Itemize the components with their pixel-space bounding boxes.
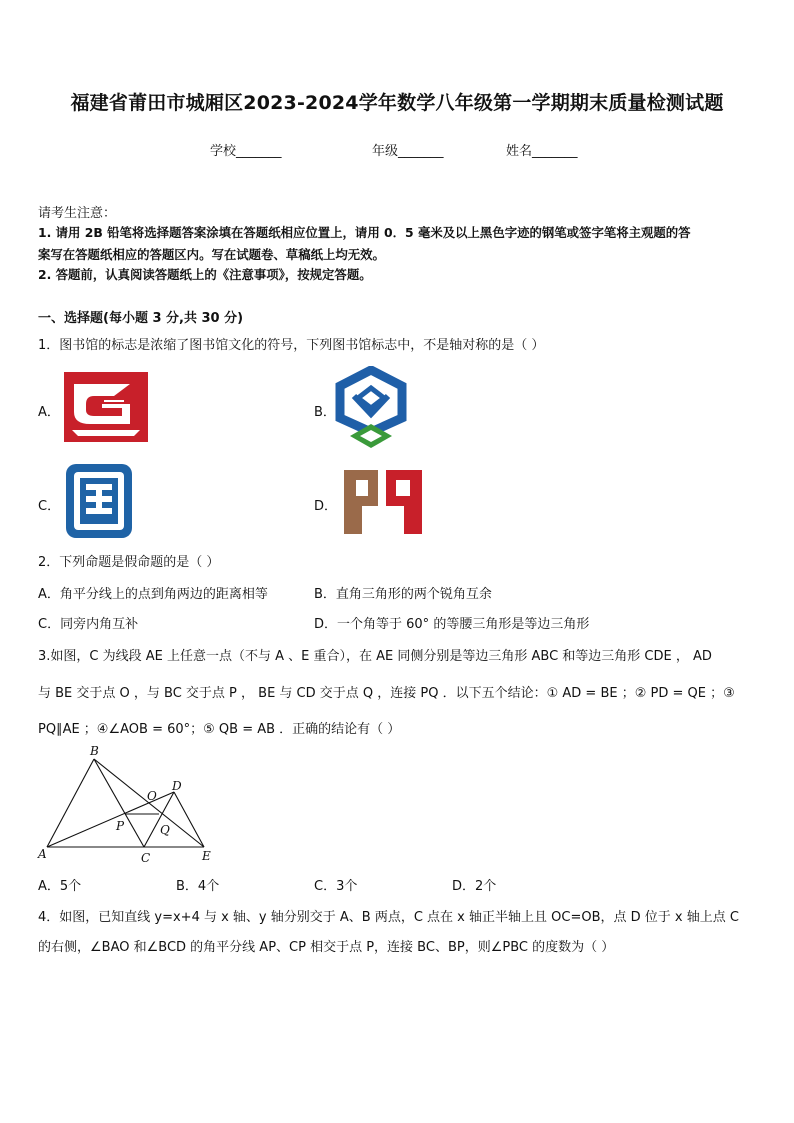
question-4-line-2: 的右侧，∠BAO 和∠BCD 的角平分线 AP、CP 相交于点 P，连接 BC、BP，则∠PBC 的度数为（ ）: [38, 940, 615, 955]
library-logo-b: [334, 366, 408, 450]
question-3-line-2: 与 BE 交于点 O ，与 BC 交于点 P ， BE 与 CD 交于点 Q ，连接 PQ ．以下五个结论：① AD = BE ；② PD = QE ；③: [38, 686, 735, 701]
label-p: P: [116, 819, 125, 833]
question-4-line-1: 4．如图，已知直线 y=x+4 与 x 轴、y 轴分别交于 A、B 两点，C 点在 x 轴正半轴上且 OC=OB，点 D 位于 x 轴上点 C: [38, 910, 739, 925]
label-d: D: [172, 779, 182, 793]
label-b: B: [90, 744, 99, 758]
label-q: Q: [160, 823, 170, 837]
question-2-stem: 2．下列命题是假命题的是（ ）: [38, 555, 220, 570]
grade-field: 年级_______: [372, 144, 444, 159]
library-logo-d: [340, 466, 426, 538]
q3-option-c: C．3个: [314, 879, 358, 894]
section-heading: 一、选择题(每小题 3 分,共 30 分): [38, 311, 244, 326]
triangle-diagram: [34, 742, 224, 866]
q3-option-b: B．4个: [176, 879, 220, 894]
q3-option-d: D．2个: [452, 879, 497, 894]
q1-option-a-label: A．: [38, 405, 60, 420]
library-logo-a: [64, 372, 148, 442]
q1-option-d-label: D．: [314, 499, 338, 514]
notice-heading: 请考生注意：: [38, 206, 117, 221]
q3-option-a: A．5个: [38, 879, 82, 894]
school-field: 学校_______: [210, 144, 282, 159]
q1-option-c-label: C．: [38, 499, 61, 514]
q2-option-c: C．同旁内角互补: [38, 617, 139, 632]
segment-bc: [94, 759, 144, 847]
q1-option-b-label: B．: [314, 405, 336, 420]
library-logo-c: [64, 462, 134, 540]
segment-be: [94, 759, 204, 847]
notice-line-2: 案写在答题纸相应的答题区内。写在试题卷、草稿纸上均无效。: [38, 247, 385, 262]
name-field: 姓名_______: [506, 144, 578, 159]
page-title: 福建省莆田市城厢区2023-2024学年数学八年级第一学期期末质量检测试题: [70, 92, 724, 114]
label-a: A: [38, 847, 47, 861]
segment-ab: [47, 759, 94, 847]
label-e: E: [202, 849, 211, 863]
label-c: C: [141, 851, 151, 865]
q2-option-a: A．角平分线上的点到角两边的距离相等: [38, 587, 268, 602]
label-o: O: [147, 789, 157, 803]
question-1-stem: 1．图书馆的标志是浓缩了图书馆文化的符号，下列图书馆标志中，不是轴对称的是（ ）: [38, 338, 545, 353]
q2-option-d: D．一个角等于 60° 的等腰三角形是等边三角形: [314, 617, 590, 632]
segment-de: [174, 792, 204, 847]
question-3-line-3: PQ∥AE ；④∠AOB = 60°；⑤ QB = AB ．正确的结论有（ ）: [38, 722, 401, 737]
question-3-line-1: 3.如图，C 为线段 AE 上任意一点（不与 A 、E 重合），在 AE 同侧分别是等边三角形 ABC 和等边三角形 CDE ， AD: [38, 649, 712, 664]
q2-option-b: B．直角三角形的两个锐角互余: [314, 587, 492, 602]
notice-line-3: 2. 答题前，认真阅读答题纸上的《注意事项》，按规定答题。: [38, 267, 372, 282]
notice-line-1: 1. 请用 2B 铅笔将选择题答案涂填在答题纸相应位置上，请用 0．5 毫米及以上黑色字迹的钢笔或签字笔将主观题的答: [38, 225, 691, 240]
